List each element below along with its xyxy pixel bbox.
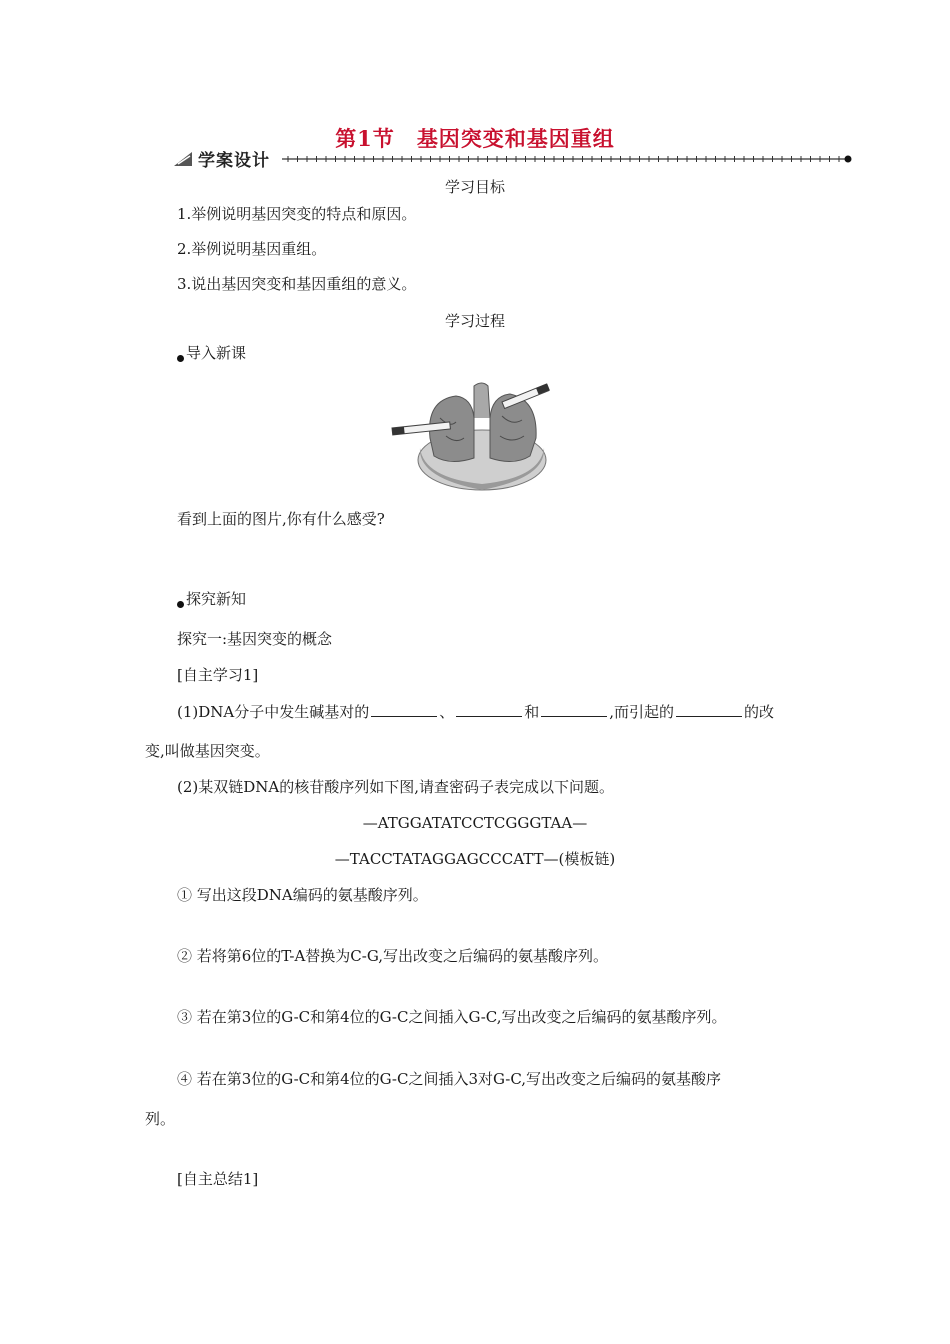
explore-section-label: 探究新知 <box>186 590 247 608</box>
answer-blank[interactable] <box>456 700 522 717</box>
dna-strand-top: —ATGGATATCCTCGGGTAA— <box>362 814 588 832</box>
lungs-ashtray-illustration <box>390 378 558 498</box>
bullet-icon <box>177 601 184 608</box>
sub-question-2: ② 若将第6位的T-A替换为C-G,写出改变之后编码的氨基酸序列。 <box>177 947 609 965</box>
goal-item: 1.举例说明基因突变的特点和原因。 <box>177 205 417 223</box>
banner-rule-icon <box>172 146 852 170</box>
q1-tail: 的改 <box>744 703 775 721</box>
q1-prefix: (1)DNA分子中发生碱基对的 <box>177 703 370 721</box>
intro-section <box>177 342 246 363</box>
topic-label: 基因突变和基因重组 <box>416 126 615 151</box>
question-2: (2)某双链DNA的核苷酸序列如下图,请查密码子表完成以下问题。 <box>177 778 615 796</box>
answer-blank[interactable] <box>676 700 742 717</box>
goal-item: 2.举例说明基因重组。 <box>177 240 327 258</box>
process-heading: 学习过程 <box>444 312 505 330</box>
sub-question-4-cont: 列。 <box>145 1110 176 1128</box>
intro-question: 看到上面的图片,你有什么感受? <box>177 510 385 528</box>
self-study-heading: [自主学习1] <box>177 666 259 684</box>
q1-sep: ,而引起的 <box>609 703 675 721</box>
sub-question-4: ④ 若在第3位的G-C和第4位的G-C之间插入3对G-C,写出改变之后编码的氨基酸序 <box>177 1070 722 1088</box>
q1-sep: 和 <box>524 703 540 721</box>
explore-section <box>177 588 246 609</box>
self-summary-heading: [自主总结1] <box>177 1170 259 1188</box>
q1-continuation: 变,叫做基因突变。 <box>145 742 270 760</box>
question-1 <box>177 700 774 722</box>
dna-strand-template: —TACCTATAGGAGCCCATT—(模板链) <box>334 850 616 868</box>
q1-sep: 、 <box>439 703 455 721</box>
sub-question-3: ③ 若在第3位的G-C和第4位的G-C之间插入G-C,写出改变之后编码的氨基酸序列。 <box>177 1008 727 1026</box>
chapter-label: 第1节 <box>335 126 395 151</box>
answer-blank[interactable] <box>541 700 607 717</box>
banner-label: 学案设计 <box>198 151 270 171</box>
bullet-icon <box>177 355 184 362</box>
intro-section-label: 导入新课 <box>186 344 247 362</box>
explore-one-heading: 探究一:基因突变的概念 <box>177 630 333 648</box>
sub-question-1: ① 写出这段DNA编码的氨基酸序列。 <box>177 886 428 904</box>
section-banner <box>172 146 852 170</box>
goals-heading: 学习目标 <box>444 178 505 196</box>
goal-item: 3.说出基因突变和基因重组的意义。 <box>177 275 417 293</box>
answer-blank[interactable] <box>371 700 437 717</box>
